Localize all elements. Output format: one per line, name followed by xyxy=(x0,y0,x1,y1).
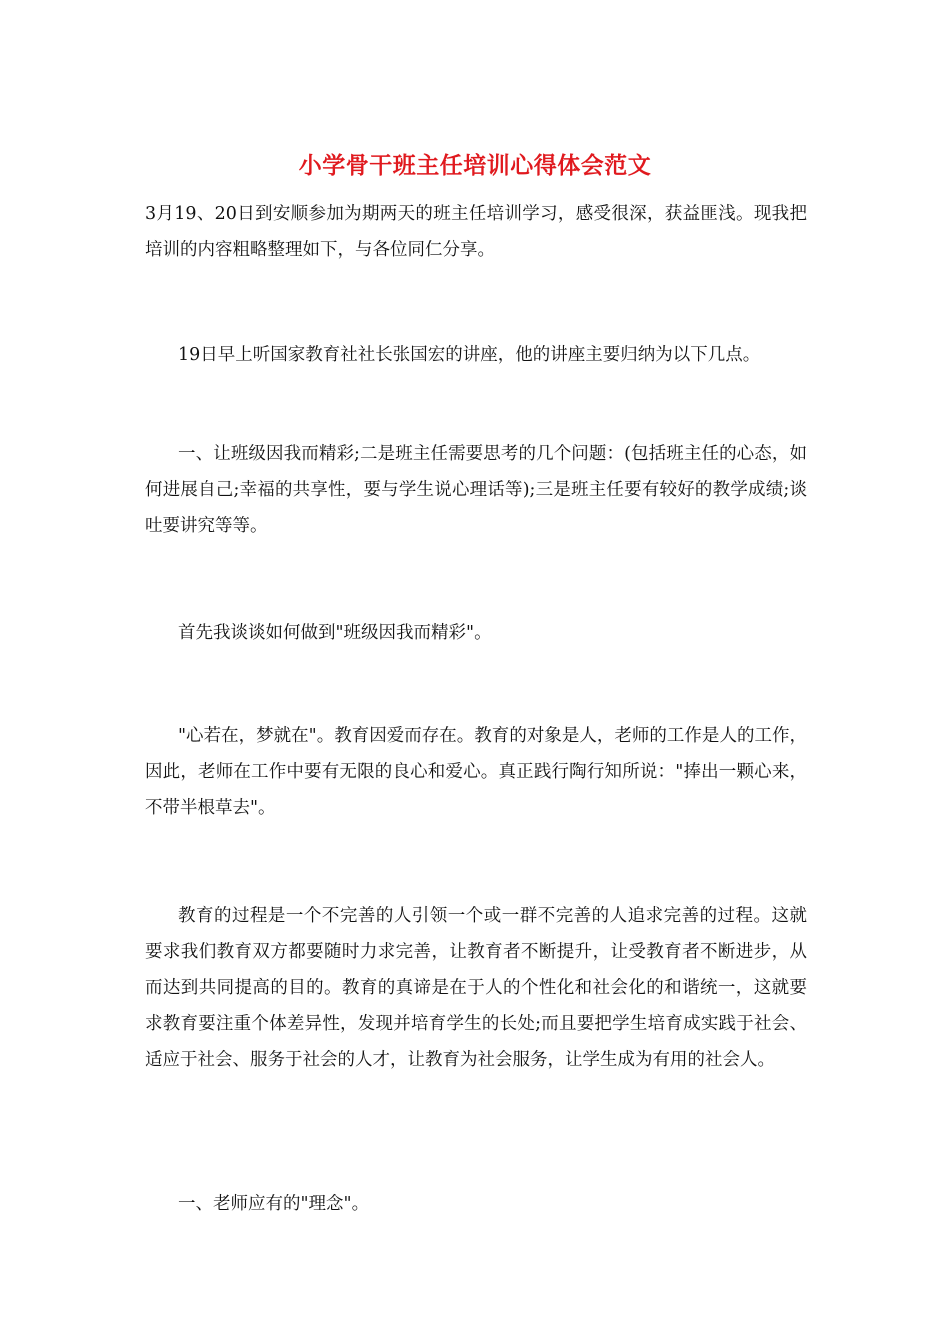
paragraph-education-process: 教育的过程是一个不完善的人引领一个或一群不完善的人追求完善的过程。这就要求我们教育双方都要随时力求完善，让教育者不断提升，让受教育者不断进步，从而达到共同提高的目的。教育的真谛是在于人的个性化和社会化的和谐统一，这就要求教育要注重个体差异性，发现并培育学生的长处;而且要把学生培育成实践于社会、适应于社会、服务于社会的人才，让教育为社会服务，让学生成为有用的社会人。 xyxy=(145,906,807,1070)
document-title: 小学骨干班主任培训心得体会范文 xyxy=(298,152,652,179)
paragraph-teacher-concept: 一、老师应有的"理念"。 xyxy=(178,1194,370,1214)
paragraph-first-topic: 首先我谈谈如何做到"班级因我而精彩"。 xyxy=(178,623,492,643)
paragraph-lecture: 19日早上听国家教育社社长张国宏的讲座，他的讲座主要归纳为以下几点。 xyxy=(178,345,761,365)
paragraph-intro: 3月19、20日到安顺参加为期两天的班主任培训学习，感受很深，获益匪浅。现我把培训的内容粗略整理如下，与各位同仁分享。 xyxy=(145,204,807,260)
paragraph-points: 一、让班级因我而精彩;二是班主任需要思考的几个问题：(包括班主任的心态，如何进展自己;幸福的共享性，要与学生说心理话等);三是班主任要有较好的教学成绩;谈吐要讲究等等。 xyxy=(145,444,807,536)
paragraph-heart: "心若在，梦就在"。教育因爱而存在。教育的对象是人，老师的工作是人的工作，因此，老师在工作中要有无限的良心和爱心。真正践行陶行知所说："捧出一颗心来，不带半根草去"。 xyxy=(145,726,807,818)
